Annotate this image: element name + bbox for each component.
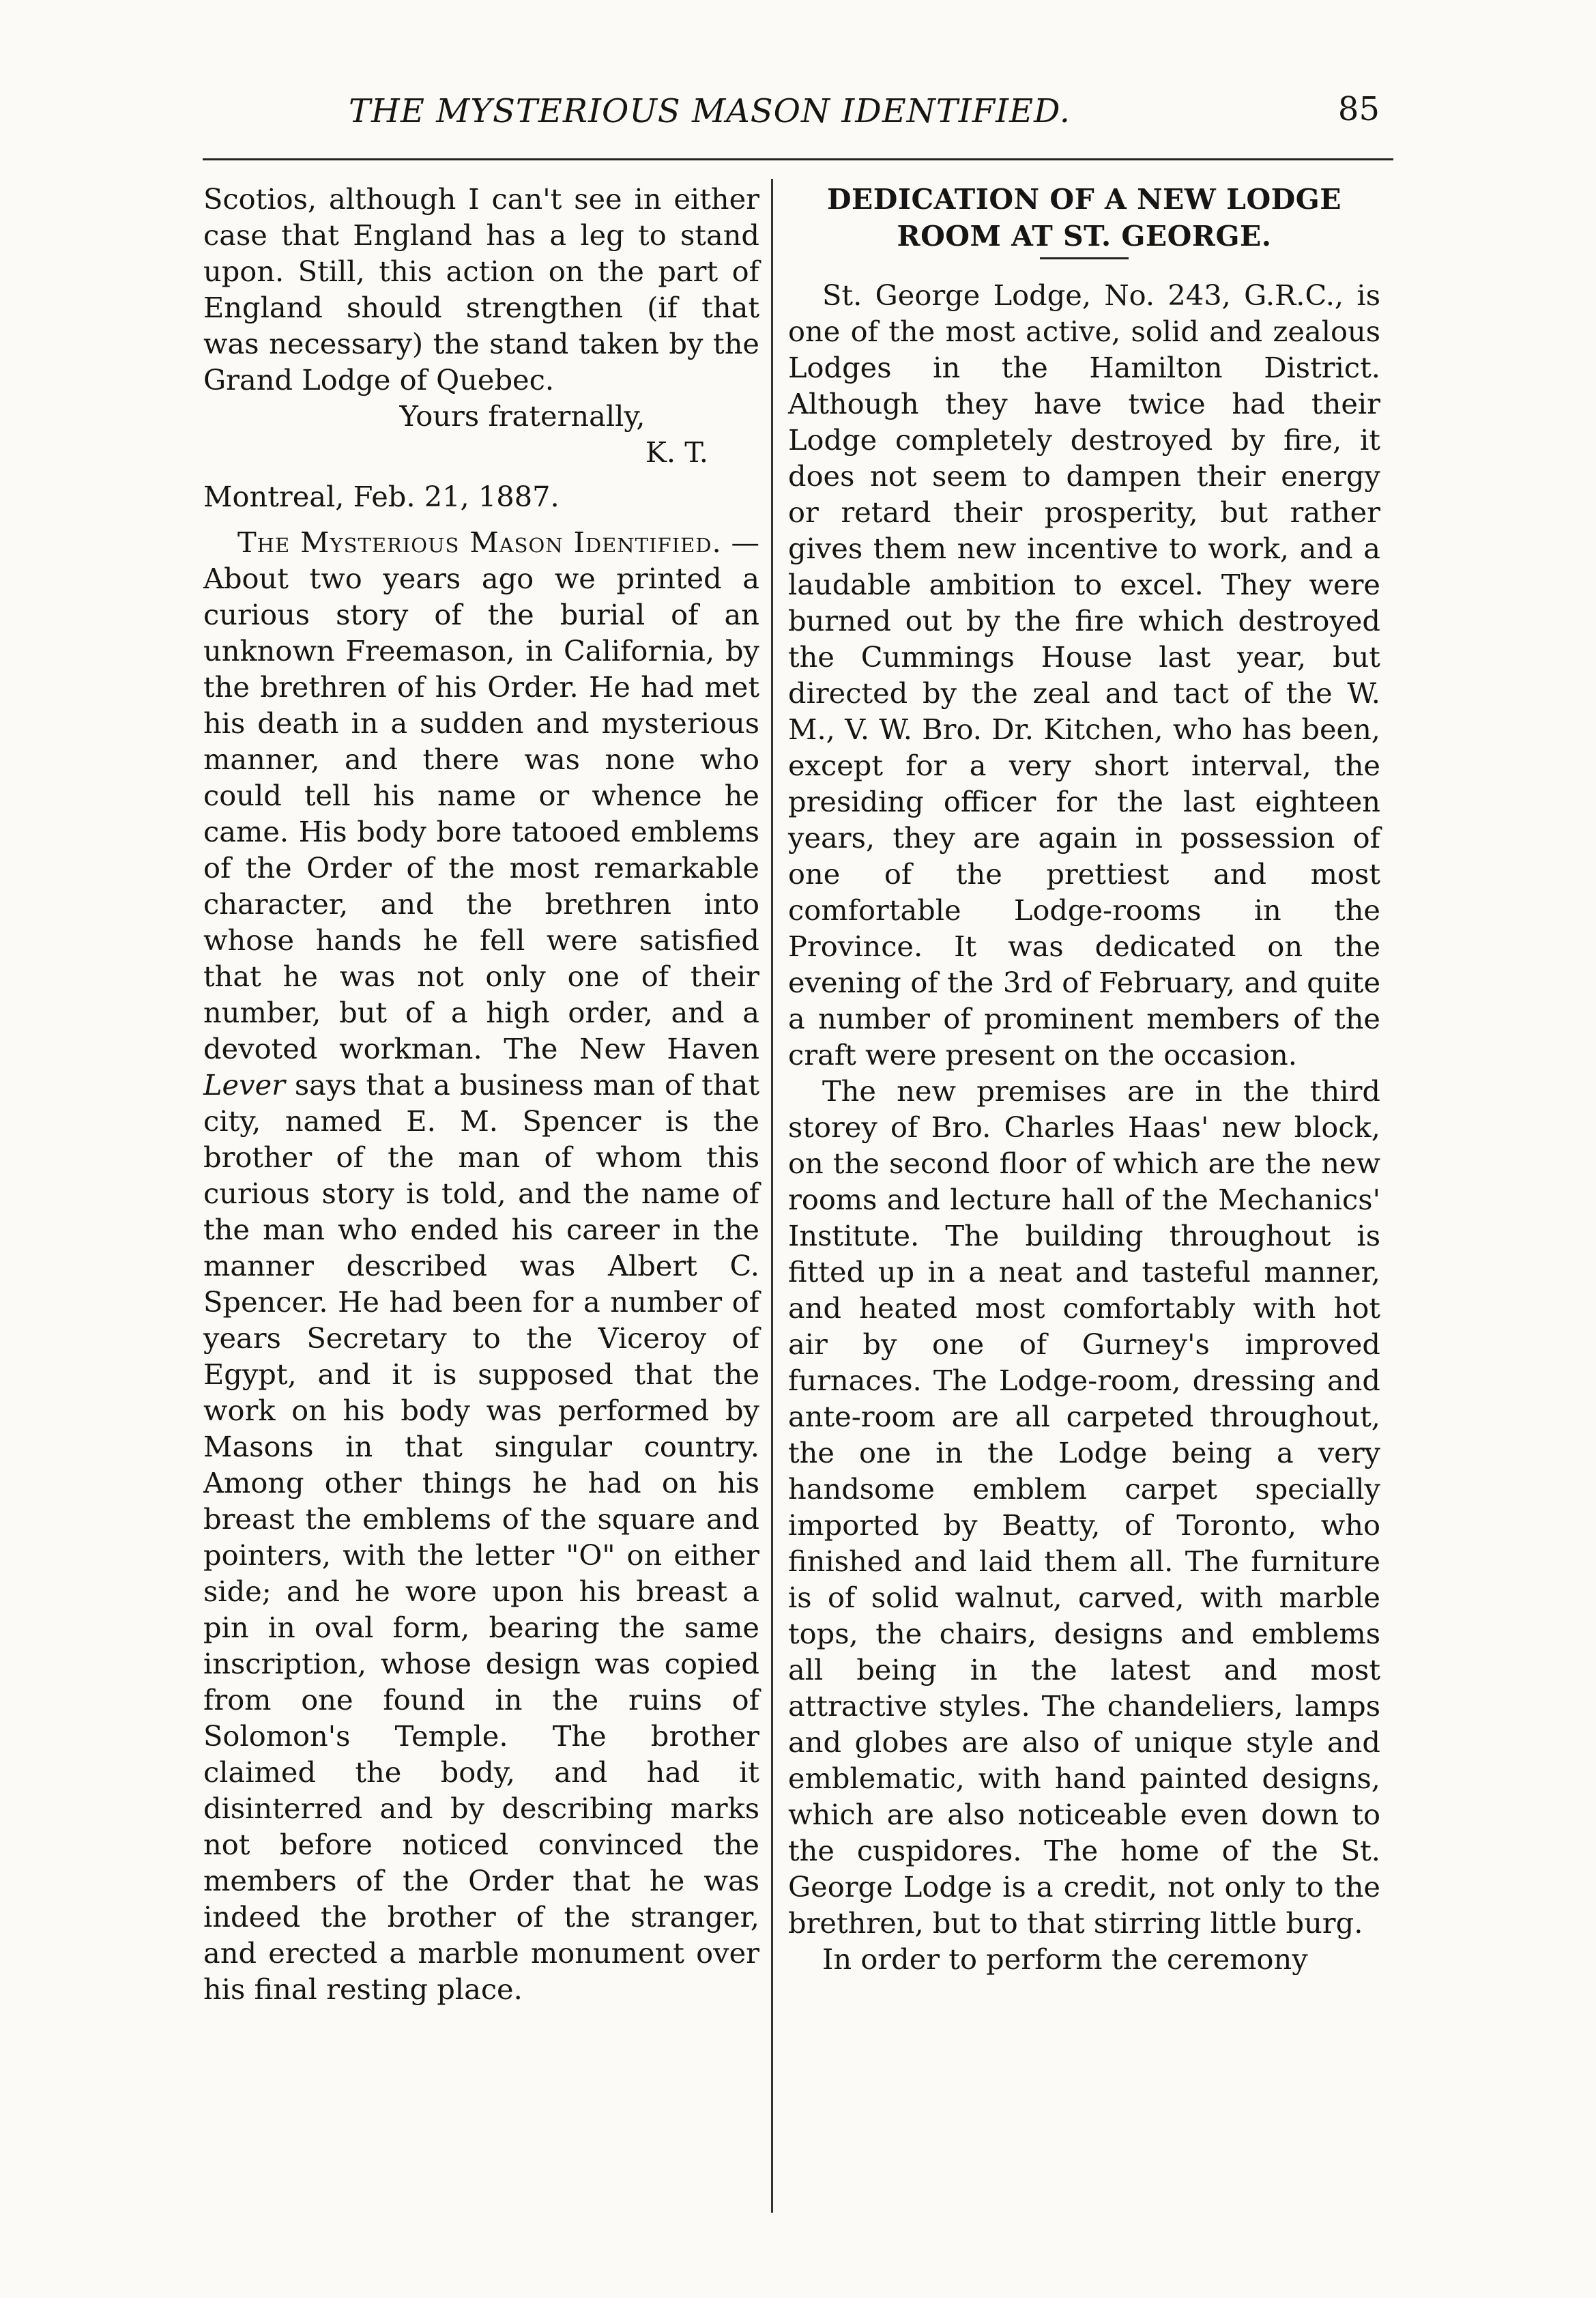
letter-dateline: Montreal, Feb. 21, 1887.: [203, 480, 560, 513]
section-heading-line1: DEDICATION OF A NEW LODGE: [827, 183, 1341, 216]
dedication-paragraph-1: St. George Lodge, No. 243, G.R.C., is one of the most active, solid and zealous Lodges in the Hamilton District. Although they have twice had their Lodge completely destroyed by fire, it does not seem to dampen their energy or retard their prosperity, but rather gives them new incentive to work, and a laudable ambition to excel. They were burned out by the fire which destroyed the Cummings House last year, but directed by the zeal and tact of the W. M., V. W. Bro. Dr. Kitchen, who has been, except for a very short interval, the presiding officer for the last eighteen years, they are again in possession of one of the prettiest and most comfortable Lodge-rooms in the Province. It was dedicated on the evening of the 3rd of February, and quite a number of prominent members of the craft were present on the occasion.: [788, 278, 1380, 1072]
section-heading-line2: ROOM AT ST. GEORGE.: [897, 220, 1272, 253]
article-italic-word: Lever: [203, 1068, 285, 1102]
letter-initials: K. T.: [645, 435, 708, 469]
article-head: The Mysterious Mason Identified.: [237, 526, 722, 559]
dedication-paragraph-3: In order to perform the ceremony: [822, 1942, 1308, 1976]
letter-sign-off: Yours fraternally,: [399, 399, 645, 433]
article-paragraph: [203, 524, 759, 2007]
right-column: [788, 181, 1380, 1977]
dedication-paragraph-2: The new premises are in the third storey of Bro. Charles Haas' new block, on the second floor of which are the new rooms and lecture hall of the Mechanics' Institute. The building throughout is fitted up in a neat and tasteful manner, and heated most comfortably with hot air by one of Gurney's improved furnaces. The Lodge-room, dressing and ante-room are all carpeted throughout, the one in the Lodge being a very handsome emblem carpet specially imported by Beatty, of Toronto, who finished and laid them all. The furniture is of solid walnut, carved, with marble tops, the chairs, designs and emblems all being in the latest and most attractive styles. The chandeliers, lamps and globes are also of unique style and emblematic, with hand painted designs, which are also noticeable even down to the cuspidores. The home of the St. George Lodge is a credit, not only to the brethren, but to that stirring little burg.: [788, 1074, 1380, 1940]
letter-closing-paragraph: Scotios, although I can't see in either case that England has a leg to stand upon. Still, this action on the part of England should strengthen (if that was necessary) the stand taken by the Grand Lodge of Quebec.: [203, 182, 759, 397]
header-rule: [203, 158, 1393, 160]
article-text-part1: —About two years ago we printed a curious story of the burial of an unknown Freemason, in California, by the brethren of his Order. He had met his death in a sudden and mysterious manner, and there was none who could tell his name or whence he came. His body bore tatooed emblems of the Order of the most remarkable character, and the brethren into whose hands he fell were satisfied that he was not only one of their number, but of a high order, and a devoted workman. The New Haven: [203, 526, 759, 1065]
heading-rule: [1040, 257, 1129, 259]
column-divider: [771, 179, 773, 2213]
page-number: 85: [1337, 90, 1380, 128]
running-title: THE MYSTERIOUS MASON IDENTIFIED.: [348, 92, 1071, 130]
article-text-part2: says that a business man of that city, named E. M. Spencer is the brother of the man of whom this curious story is told, and the name of the man who ended his career in the manner described was Albert C. Spencer. He had been for a number of years Secretary to the Viceroy of Egypt, and it is supposed that the work on his body was performed by Masons in that singular country. Among other things he had on his breast the emblems of the square and pointers, with the letter "O" on either side; and he wore upon his breast a pin in oval form, bearing the same inscription, whose design was copied from one found in the ruins of Solomon's Temple. The brother claimed the body, and had it disinterred and by describing marks not before noticed convinced the members of the Order that he was indeed the brother of the stranger, and erected a marble monument over his final resting place.: [203, 1068, 759, 2006]
left-column: [203, 181, 759, 2007]
